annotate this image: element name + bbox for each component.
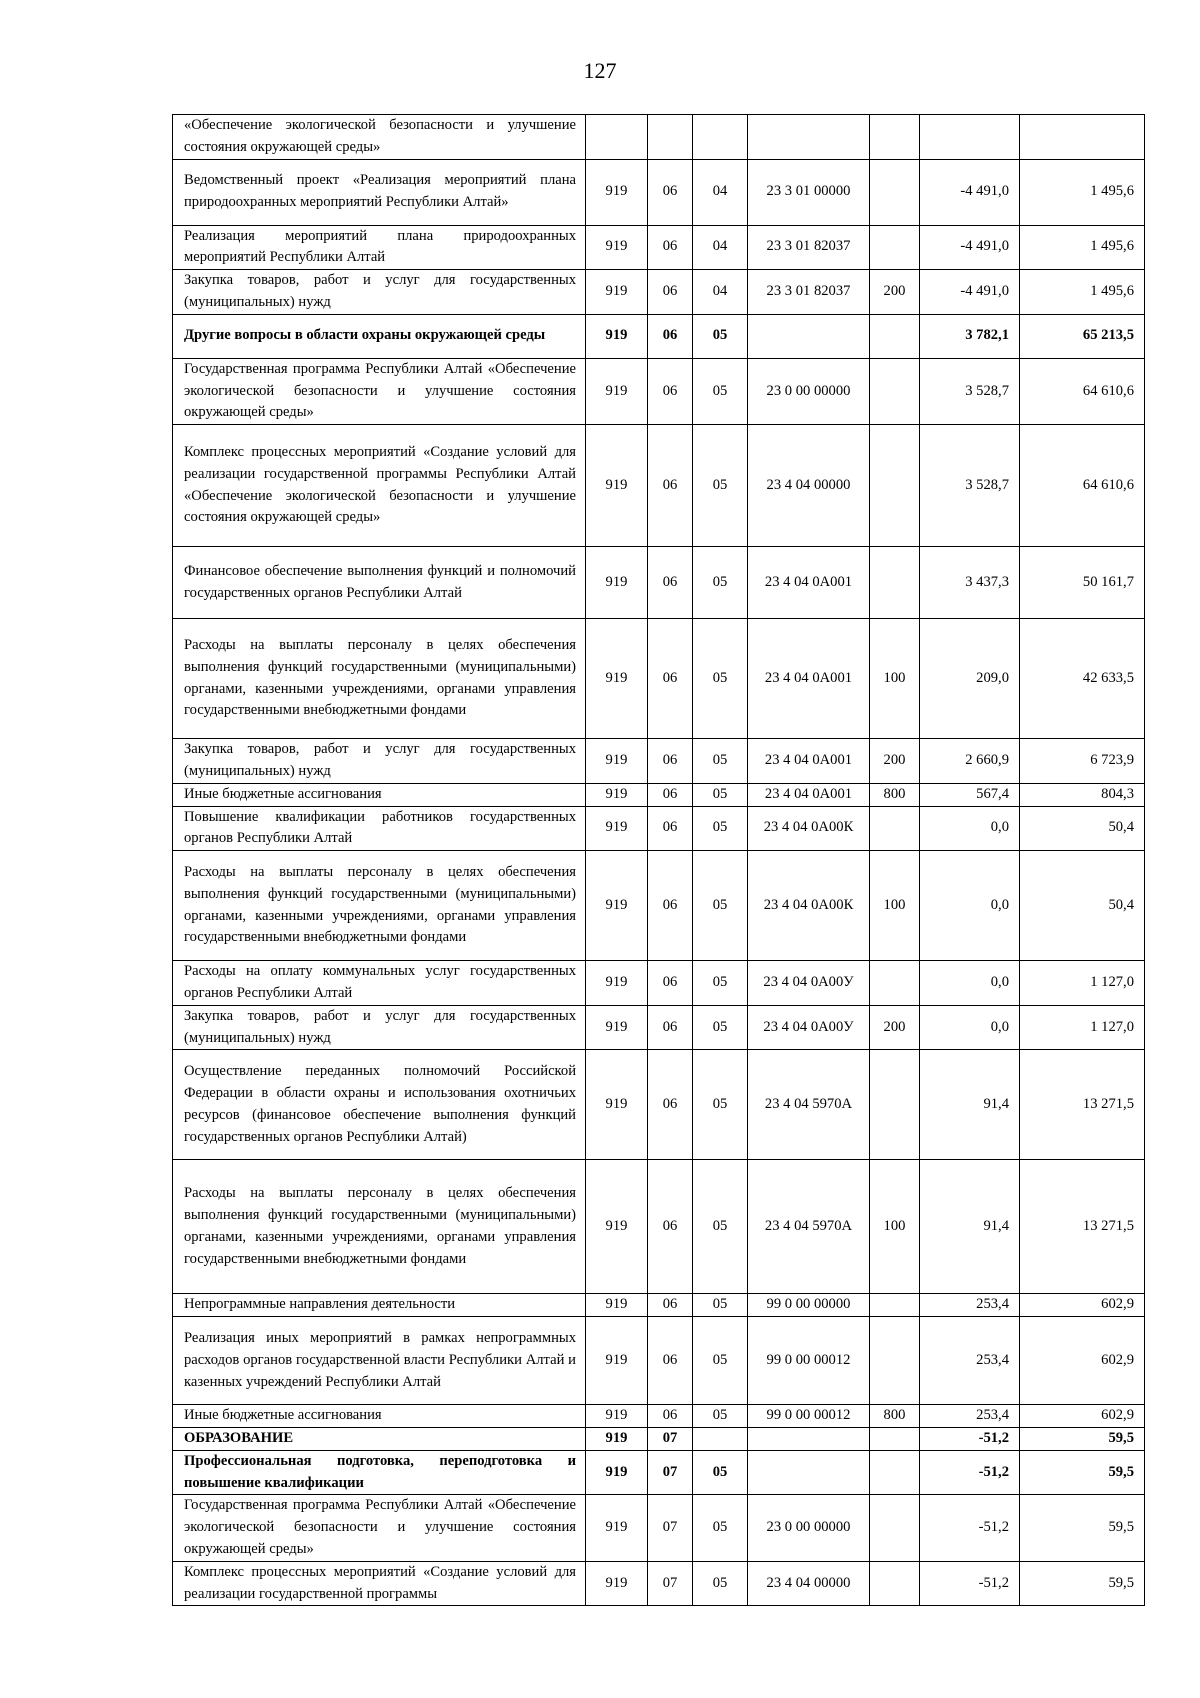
expense-type-cell: [870, 806, 920, 851]
target-article-cell: 23 4 04 0А00К: [748, 851, 870, 961]
subsection-code-cell: [693, 115, 748, 160]
section-code-cell: 06: [648, 783, 693, 806]
expense-type-cell: [870, 115, 920, 160]
target-article-cell: 23 0 00 00000: [748, 358, 870, 424]
amount-total-cell: [1020, 115, 1145, 160]
target-article-cell: 99 0 00 00012: [748, 1405, 870, 1428]
target-article-cell: 99 0 00 00012: [748, 1317, 870, 1405]
table-row: [173, 619, 1145, 739]
amount-total-cell: 1 495,6: [1020, 159, 1145, 225]
row-name-cell: Расходы на оплату коммунальных услуг государственных органов Республики Алтай: [173, 961, 586, 1006]
section-code-cell: 06: [648, 961, 693, 1006]
row-name-cell: Осуществление переданных полномочий Российской Федерации в области охраны и использования охотничьих ресурсов (финансовое обеспечение выполнения функций государственных органов Республики Алтай): [173, 1050, 586, 1160]
amount-total-cell: 59,5: [1020, 1427, 1145, 1450]
target-article-cell: 23 4 04 0А00К: [748, 806, 870, 851]
expense-type-cell: [870, 159, 920, 225]
admin-code-cell: 919: [586, 783, 648, 806]
target-article-cell: 23 4 04 0А001: [748, 739, 870, 784]
table-row: [173, 1005, 1145, 1050]
row-name-cell: Профессиональная подготовка, переподготовка и повышение квалификации: [173, 1450, 586, 1495]
target-article-cell: 23 0 00 00000: [748, 1495, 870, 1561]
expense-type-cell: [870, 1450, 920, 1495]
row-name-cell: Повышение квалификации работников государственных органов Республики Алтай: [173, 806, 586, 851]
amount-total-cell: 50 161,7: [1020, 547, 1145, 619]
expense-type-cell: [870, 1427, 920, 1450]
row-name-cell: ОБРАЗОВАНИЕ: [173, 1427, 586, 1450]
amount-total-cell: 50,4: [1020, 806, 1145, 851]
expense-type-cell: [870, 1561, 920, 1606]
admin-code-cell: 919: [586, 739, 648, 784]
admin-code-cell: 919: [586, 1405, 648, 1428]
subsection-code-cell: 05: [693, 1050, 748, 1160]
target-article-cell: 23 4 04 5970А: [748, 1050, 870, 1160]
amount-total-cell: 50,4: [1020, 851, 1145, 961]
target-article-cell: [748, 115, 870, 160]
table-row: [173, 547, 1145, 619]
admin-code-cell: 919: [586, 619, 648, 739]
admin-code-cell: 919: [586, 1005, 648, 1050]
page-number: 127: [583, 58, 617, 83]
amount-change-cell: -51,2: [920, 1495, 1020, 1561]
table-row: [173, 1450, 1145, 1495]
subsection-code-cell: [693, 1427, 748, 1450]
expense-type-cell: [870, 225, 920, 270]
target-article-cell: 23 4 04 0А001: [748, 547, 870, 619]
row-name-cell: Другие вопросы в области охраны окружающей среды: [173, 314, 586, 358]
expense-type-cell: 100: [870, 1160, 920, 1294]
section-code-cell: 06: [648, 806, 693, 851]
amount-total-cell: 602,9: [1020, 1405, 1145, 1428]
row-name-cell: «Обеспечение экологической безопасности и улучшение состояния окружающей среды»: [173, 115, 586, 160]
subsection-code-cell: 05: [693, 1005, 748, 1050]
admin-code-cell: 919: [586, 1317, 648, 1405]
subsection-code-cell: 05: [693, 783, 748, 806]
section-code-cell: [648, 115, 693, 160]
target-article-cell: 23 3 01 00000: [748, 159, 870, 225]
expense-type-cell: [870, 961, 920, 1006]
expense-type-cell: 100: [870, 619, 920, 739]
amount-total-cell: 59,5: [1020, 1495, 1145, 1561]
row-name-cell: Иные бюджетные ассигнования: [173, 783, 586, 806]
admin-code-cell: 919: [586, 314, 648, 358]
subsection-code-cell: 05: [693, 1495, 748, 1561]
target-article-cell: [748, 1450, 870, 1495]
amount-change-cell: 2 660,9: [920, 739, 1020, 784]
amount-total-cell: 602,9: [1020, 1294, 1145, 1317]
expense-type-cell: 200: [870, 739, 920, 784]
table-row: [173, 314, 1145, 358]
row-name-cell: Комплекс процессных мероприятий «Создание условий для реализации государственной программы: [173, 1561, 586, 1606]
subsection-code-cell: 05: [693, 1294, 748, 1317]
amount-total-cell: 804,3: [1020, 783, 1145, 806]
expense-type-cell: 100: [870, 851, 920, 961]
subsection-code-cell: 04: [693, 159, 748, 225]
target-article-cell: [748, 1427, 870, 1450]
section-code-cell: 06: [648, 225, 693, 270]
section-code-cell: 06: [648, 1405, 693, 1428]
expense-type-cell: [870, 1294, 920, 1317]
amount-change-cell: 91,4: [920, 1160, 1020, 1294]
admin-code-cell: 919: [586, 1294, 648, 1317]
admin-code-cell: 919: [586, 851, 648, 961]
table-row: [173, 851, 1145, 961]
admin-code-cell: 919: [586, 1495, 648, 1561]
section-code-cell: 06: [648, 159, 693, 225]
subsection-code-cell: 05: [693, 314, 748, 358]
section-code-cell: 06: [648, 1160, 693, 1294]
section-code-cell: 06: [648, 314, 693, 358]
subsection-code-cell: 05: [693, 547, 748, 619]
table-row: [173, 1427, 1145, 1450]
amount-change-cell: 0,0: [920, 851, 1020, 961]
admin-code-cell: 919: [586, 1561, 648, 1606]
amount-total-cell: 65 213,5: [1020, 314, 1145, 358]
admin-code-cell: 919: [586, 159, 648, 225]
amount-total-cell: 6 723,9: [1020, 739, 1145, 784]
amount-total-cell: 1 495,6: [1020, 270, 1145, 315]
expense-type-cell: [870, 358, 920, 424]
subsection-code-cell: 05: [693, 1450, 748, 1495]
row-name-cell: Финансовое обеспечение выполнения функций и полномочий государственных органов Республики Алтай: [173, 547, 586, 619]
expense-type-cell: 200: [870, 1005, 920, 1050]
row-name-cell: Непрограммные направления деятельности: [173, 1294, 586, 1317]
expense-type-cell: [870, 425, 920, 547]
section-code-cell: 06: [648, 358, 693, 424]
amount-change-cell: 253,4: [920, 1317, 1020, 1405]
amount-total-cell: 13 271,5: [1020, 1050, 1145, 1160]
section-code-cell: 06: [648, 1317, 693, 1405]
amount-change-cell: 3 782,1: [920, 314, 1020, 358]
table-row: [173, 961, 1145, 1006]
target-article-cell: 23 3 01 82037: [748, 270, 870, 315]
subsection-code-cell: 05: [693, 1160, 748, 1294]
section-code-cell: 06: [648, 619, 693, 739]
admin-code-cell: 919: [586, 225, 648, 270]
row-name-cell: Ведомственный проект «Реализация мероприятий плана природоохранных мероприятий Республики Алтай»: [173, 159, 586, 225]
subsection-code-cell: 05: [693, 1561, 748, 1606]
amount-change-cell: 567,4: [920, 783, 1020, 806]
row-name-cell: Реализация мероприятий плана природоохранных мероприятий Республики Алтай: [173, 225, 586, 270]
subsection-code-cell: 05: [693, 961, 748, 1006]
section-code-cell: 06: [648, 1050, 693, 1160]
row-name-cell: Государственная программа Республики Алтай «Обеспечение экологической безопасности и улучшение состояния окружающей среды»: [173, 1495, 586, 1561]
target-article-cell: 99 0 00 00000: [748, 1294, 870, 1317]
target-article-cell: 23 4 04 0А001: [748, 619, 870, 739]
expense-type-cell: [870, 1050, 920, 1160]
row-name-cell: Реализация иных мероприятий в рамках непрограммных расходов органов государственной власти Республики Алтай и казенных учреждений Республики Алтай: [173, 1317, 586, 1405]
amount-change-cell: -4 491,0: [920, 225, 1020, 270]
expense-type-cell: 800: [870, 1405, 920, 1428]
amount-change-cell: 253,4: [920, 1294, 1020, 1317]
table-row: [173, 358, 1145, 424]
target-article-cell: 23 4 04 5970А: [748, 1160, 870, 1294]
admin-code-cell: 919: [586, 1160, 648, 1294]
row-name-cell: Расходы на выплаты персоналу в целях обеспечения выполнения функций государственными (муниципальными) органами, казенными учреждениями, органами управления государственными внебюджетными фондами: [173, 851, 586, 961]
amount-change-cell: 209,0: [920, 619, 1020, 739]
amount-change-cell: 3 528,7: [920, 358, 1020, 424]
expense-type-cell: 200: [870, 270, 920, 315]
row-name-cell: Иные бюджетные ассигнования: [173, 1405, 586, 1428]
amount-change-cell: -51,2: [920, 1427, 1020, 1450]
row-name-cell: Расходы на выплаты персоналу в целях обеспечения выполнения функций государственными (муниципальными) органами, казенными учреждениями, органами управления государственными внебюджетными фондами: [173, 1160, 586, 1294]
section-code-cell: 06: [648, 425, 693, 547]
table-row: [173, 1050, 1145, 1160]
amount-total-cell: 1 127,0: [1020, 961, 1145, 1006]
row-name-cell: Закупка товаров, работ и услуг для государственных (муниципальных) нужд: [173, 1005, 586, 1050]
subsection-code-cell: 05: [693, 851, 748, 961]
section-code-cell: 06: [648, 739, 693, 784]
amount-change-cell: 91,4: [920, 1050, 1020, 1160]
table-row: [173, 1317, 1145, 1405]
subsection-code-cell: 05: [693, 619, 748, 739]
table-row: [173, 1405, 1145, 1428]
amount-total-cell: 1 495,6: [1020, 225, 1145, 270]
section-code-cell: 07: [648, 1427, 693, 1450]
subsection-code-cell: 05: [693, 1317, 748, 1405]
expense-type-cell: [870, 1317, 920, 1405]
admin-code-cell: 919: [586, 806, 648, 851]
table-row: [173, 159, 1145, 225]
subsection-code-cell: 05: [693, 806, 748, 851]
amount-change-cell: 0,0: [920, 806, 1020, 851]
target-article-cell: 23 3 01 82037: [748, 225, 870, 270]
section-code-cell: 06: [648, 547, 693, 619]
row-name-cell: Закупка товаров, работ и услуг для государственных (муниципальных) нужд: [173, 270, 586, 315]
target-article-cell: 23 4 04 00000: [748, 1561, 870, 1606]
amount-total-cell: 13 271,5: [1020, 1160, 1145, 1294]
table-row: [173, 270, 1145, 315]
subsection-code-cell: 05: [693, 358, 748, 424]
table-body: [173, 115, 1145, 1606]
table-row: [173, 806, 1145, 851]
table-row: [173, 1294, 1145, 1317]
admin-code-cell: 919: [586, 547, 648, 619]
admin-code-cell: 919: [586, 358, 648, 424]
amount-total-cell: 42 633,5: [1020, 619, 1145, 739]
amount-change-cell: 3 528,7: [920, 425, 1020, 547]
amount-total-cell: 59,5: [1020, 1561, 1145, 1606]
section-code-cell: 06: [648, 851, 693, 961]
budget-table: [172, 114, 1145, 1606]
expense-type-cell: [870, 547, 920, 619]
amount-change-cell: 0,0: [920, 1005, 1020, 1050]
amount-change-cell: -51,2: [920, 1561, 1020, 1606]
amount-total-cell: 602,9: [1020, 1317, 1145, 1405]
section-code-cell: 07: [648, 1561, 693, 1606]
table-row: [173, 739, 1145, 784]
row-name-cell: Государственная программа Республики Алтай «Обеспечение экологической безопасности и улучшение состояния окружающей среды»: [173, 358, 586, 424]
section-code-cell: 06: [648, 270, 693, 315]
target-article-cell: 23 4 04 00000: [748, 425, 870, 547]
row-name-cell: Комплекс процессных мероприятий «Создание условий для реализации государственной программы Республики Алтай «Обеспечение экологической безопасности и улучшение состояния окружающей среды»: [173, 425, 586, 547]
amount-change-cell: 0,0: [920, 961, 1020, 1006]
amount-change-cell: -4 491,0: [920, 159, 1020, 225]
subsection-code-cell: 05: [693, 425, 748, 547]
table-row: [173, 1561, 1145, 1606]
admin-code-cell: 919: [586, 425, 648, 547]
subsection-code-cell: 04: [693, 270, 748, 315]
subsection-code-cell: 05: [693, 1405, 748, 1428]
table-row: [173, 115, 1145, 160]
amount-total-cell: 1 127,0: [1020, 1005, 1145, 1050]
target-article-cell: 23 4 04 0А00У: [748, 1005, 870, 1050]
table-row: [173, 1495, 1145, 1561]
admin-code-cell: [586, 115, 648, 160]
section-code-cell: 06: [648, 1005, 693, 1050]
table-row: [173, 225, 1145, 270]
amount-total-cell: 64 610,6: [1020, 425, 1145, 547]
amount-change-cell: 253,4: [920, 1405, 1020, 1428]
amount-change-cell: -4 491,0: [920, 270, 1020, 315]
admin-code-cell: 919: [586, 961, 648, 1006]
admin-code-cell: 919: [586, 1450, 648, 1495]
amount-change-cell: 3 437,3: [920, 547, 1020, 619]
target-article-cell: 23 4 04 0А001: [748, 783, 870, 806]
table-row: [173, 783, 1145, 806]
admin-code-cell: 919: [586, 1050, 648, 1160]
row-name-cell: Закупка товаров, работ и услуг для государственных (муниципальных) нужд: [173, 739, 586, 784]
section-code-cell: 06: [648, 1294, 693, 1317]
admin-code-cell: 919: [586, 1427, 648, 1450]
expense-type-cell: 800: [870, 783, 920, 806]
section-code-cell: 07: [648, 1450, 693, 1495]
section-code-cell: 07: [648, 1495, 693, 1561]
row-name-cell: Расходы на выплаты персоналу в целях обеспечения выполнения функций государственными (муниципальными) органами, казенными учреждениями, органами управления государственными внебюджетными фондами: [173, 619, 586, 739]
admin-code-cell: 919: [586, 270, 648, 315]
amount-change-cell: [920, 115, 1020, 160]
expense-type-cell: [870, 314, 920, 358]
table-row: [173, 425, 1145, 547]
expense-type-cell: [870, 1495, 920, 1561]
subsection-code-cell: 04: [693, 225, 748, 270]
amount-total-cell: 64 610,6: [1020, 358, 1145, 424]
table-row: [173, 1160, 1145, 1294]
target-article-cell: 23 4 04 0А00У: [748, 961, 870, 1006]
target-article-cell: [748, 314, 870, 358]
subsection-code-cell: 05: [693, 739, 748, 784]
amount-change-cell: -51,2: [920, 1450, 1020, 1495]
amount-total-cell: 59,5: [1020, 1450, 1145, 1495]
